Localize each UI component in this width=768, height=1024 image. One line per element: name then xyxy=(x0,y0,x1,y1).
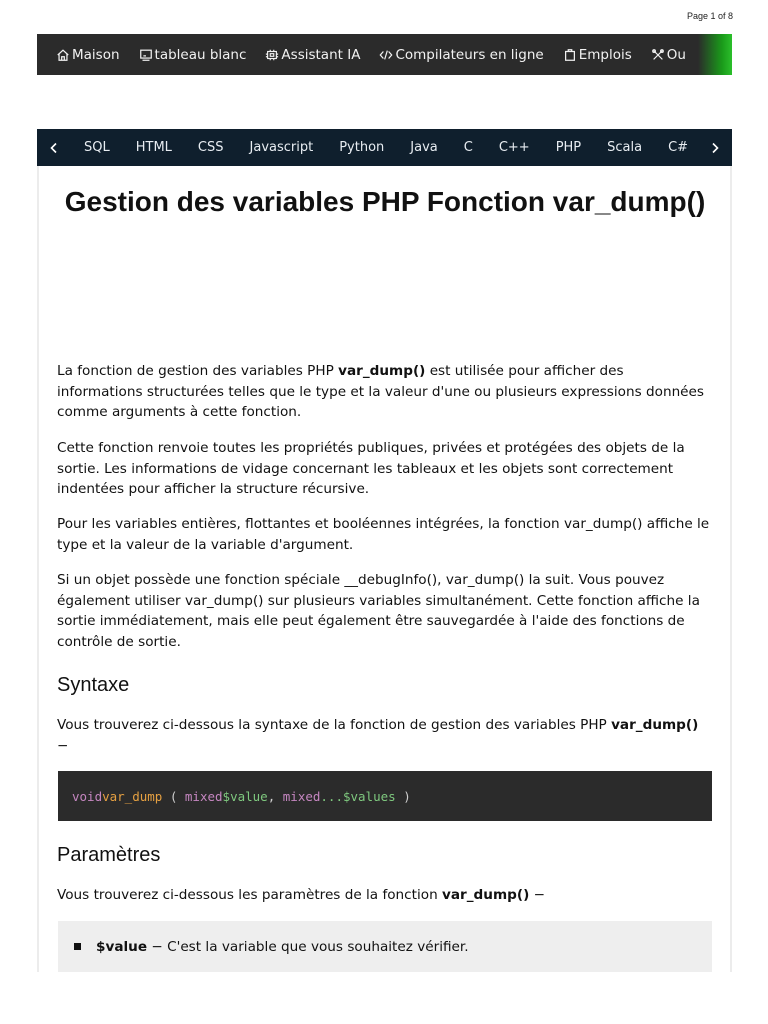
intro-text-start: La fonction de gestion des variables PHP xyxy=(57,363,339,379)
syntax-intro-dash: − xyxy=(57,737,69,754)
syntax-heading: Syntaxe xyxy=(57,674,130,696)
types-paragraph: Pour les variables entières, flottantes et booléennes intégrées, la fonction var_dump() affiche le type et la valeur de la variable d'argument. xyxy=(57,516,710,553)
intro-paragraph xyxy=(57,361,713,423)
intro-text-end: est utilisée pour afficher des informations structurées telles que le type et la valeur d'une ou plusieurs expressions données comme arguments à cette fonction. xyxy=(57,363,704,420)
code-param1-name: $value xyxy=(222,788,268,804)
code-icon xyxy=(379,48,393,62)
parameter-description: − C'est la variable que vous souhaitez vérifier. xyxy=(147,938,469,955)
code-return-type: void xyxy=(72,788,103,804)
nav-ai-assistant-label: Assistant IA xyxy=(281,46,361,63)
code-param2-name: ...$values xyxy=(320,788,396,804)
code-comma: , xyxy=(267,788,283,804)
intro-function-name: var_dump() xyxy=(338,363,426,379)
nav-ai-assistant[interactable] xyxy=(257,47,371,63)
syntax-intro-text: Vous trouverez ci-dessous la syntaxe de la fonction de gestion des variables PHP xyxy=(57,717,612,733)
parameters-intro-text: Vous trouverez ci-dessous les paramètres de la fonction xyxy=(57,887,443,903)
language-list xyxy=(71,140,732,155)
nav-overflow-fade xyxy=(698,34,732,75)
lang-html[interactable]: HTML xyxy=(135,140,172,155)
briefcase-icon xyxy=(563,48,577,62)
nav-online-compilers[interactable] xyxy=(371,47,554,63)
properties-paragraph: Cette fonction renvoie toutes les propriétés publiques, privées et protégées des objets de la sortie. Les informations de vidage concernant les tableaux et les objets sont correctement indentées pour afficher la structure récursive. xyxy=(57,440,685,497)
nav-online-compilers-label: Compilateurs en ligne xyxy=(395,46,544,63)
lang-sql[interactable]: SQL xyxy=(84,140,110,155)
code-close-paren: ) xyxy=(395,788,411,804)
syntax-intro-function-name: var_dump() xyxy=(611,717,699,733)
lang-css[interactable]: CSS xyxy=(197,140,224,155)
parameters-intro xyxy=(57,885,713,906)
code-function-name: var_dump xyxy=(102,788,163,804)
scroll-left-button[interactable] xyxy=(37,129,71,166)
chevron-right-icon xyxy=(710,142,720,154)
lang-cpp[interactable]: C++ xyxy=(498,140,530,155)
syntax-intro xyxy=(57,715,713,756)
top-navigation xyxy=(37,34,732,75)
page-title: Gestion des variables PHP Fonction var_dump() xyxy=(64,186,706,217)
parameters-intro-dash: − xyxy=(529,887,545,903)
syntax-code-block xyxy=(58,771,712,821)
bullet-icon xyxy=(74,943,81,950)
nav-whiteboard-label: tableau blanc xyxy=(154,46,247,63)
parameters-intro-function-name: var_dump() xyxy=(442,887,530,903)
parameter-name: $value xyxy=(96,938,148,955)
parameters-heading: Paramètres xyxy=(57,844,161,866)
code-param2-type: mixed xyxy=(282,788,321,804)
code-open-paren: ( xyxy=(162,788,185,804)
debuginfo-paragraph: Si un objet possède une fonction spéciale __debugInfo(), var_dump() la suit. Vous pouvez également utiliser var_dump() sur plusieurs variables simultanément. Cette fonction affiche la sortie immédiatement, mais elle peut également être sauvegardée à l'aide des fonctions de contrôle de sortie. xyxy=(57,572,700,650)
whiteboard-icon xyxy=(139,48,153,62)
scroll-right-button[interactable] xyxy=(698,129,732,166)
nav-tools-label: Ou xyxy=(666,46,686,63)
home-icon xyxy=(56,48,70,62)
lang-php[interactable]: PHP xyxy=(555,140,582,155)
nav-tools[interactable] xyxy=(643,47,697,63)
lang-python[interactable]: Python xyxy=(339,140,385,155)
nav-whiteboard[interactable] xyxy=(131,47,258,63)
lang-c[interactable]: C xyxy=(463,140,473,155)
tools-icon xyxy=(651,48,665,62)
chevron-left-icon xyxy=(49,142,59,154)
language-bar xyxy=(37,129,732,166)
nav-home-label: Maison xyxy=(72,46,120,63)
lang-javascript[interactable]: Javascript xyxy=(249,140,314,155)
parameter-list xyxy=(58,921,712,972)
lang-java[interactable]: Java xyxy=(410,140,438,155)
page-indicator: Page 1 of 8 xyxy=(686,11,733,21)
lang-csharp[interactable]: C# xyxy=(668,140,689,155)
nav-jobs[interactable] xyxy=(555,47,643,63)
parameter-item xyxy=(96,939,469,955)
lang-scala[interactable]: Scala xyxy=(607,140,643,155)
nav-home[interactable] xyxy=(37,47,131,63)
nav-jobs-label: Emplois xyxy=(578,46,632,63)
ai-icon xyxy=(265,48,279,62)
code-param1-type: mixed xyxy=(184,788,223,804)
